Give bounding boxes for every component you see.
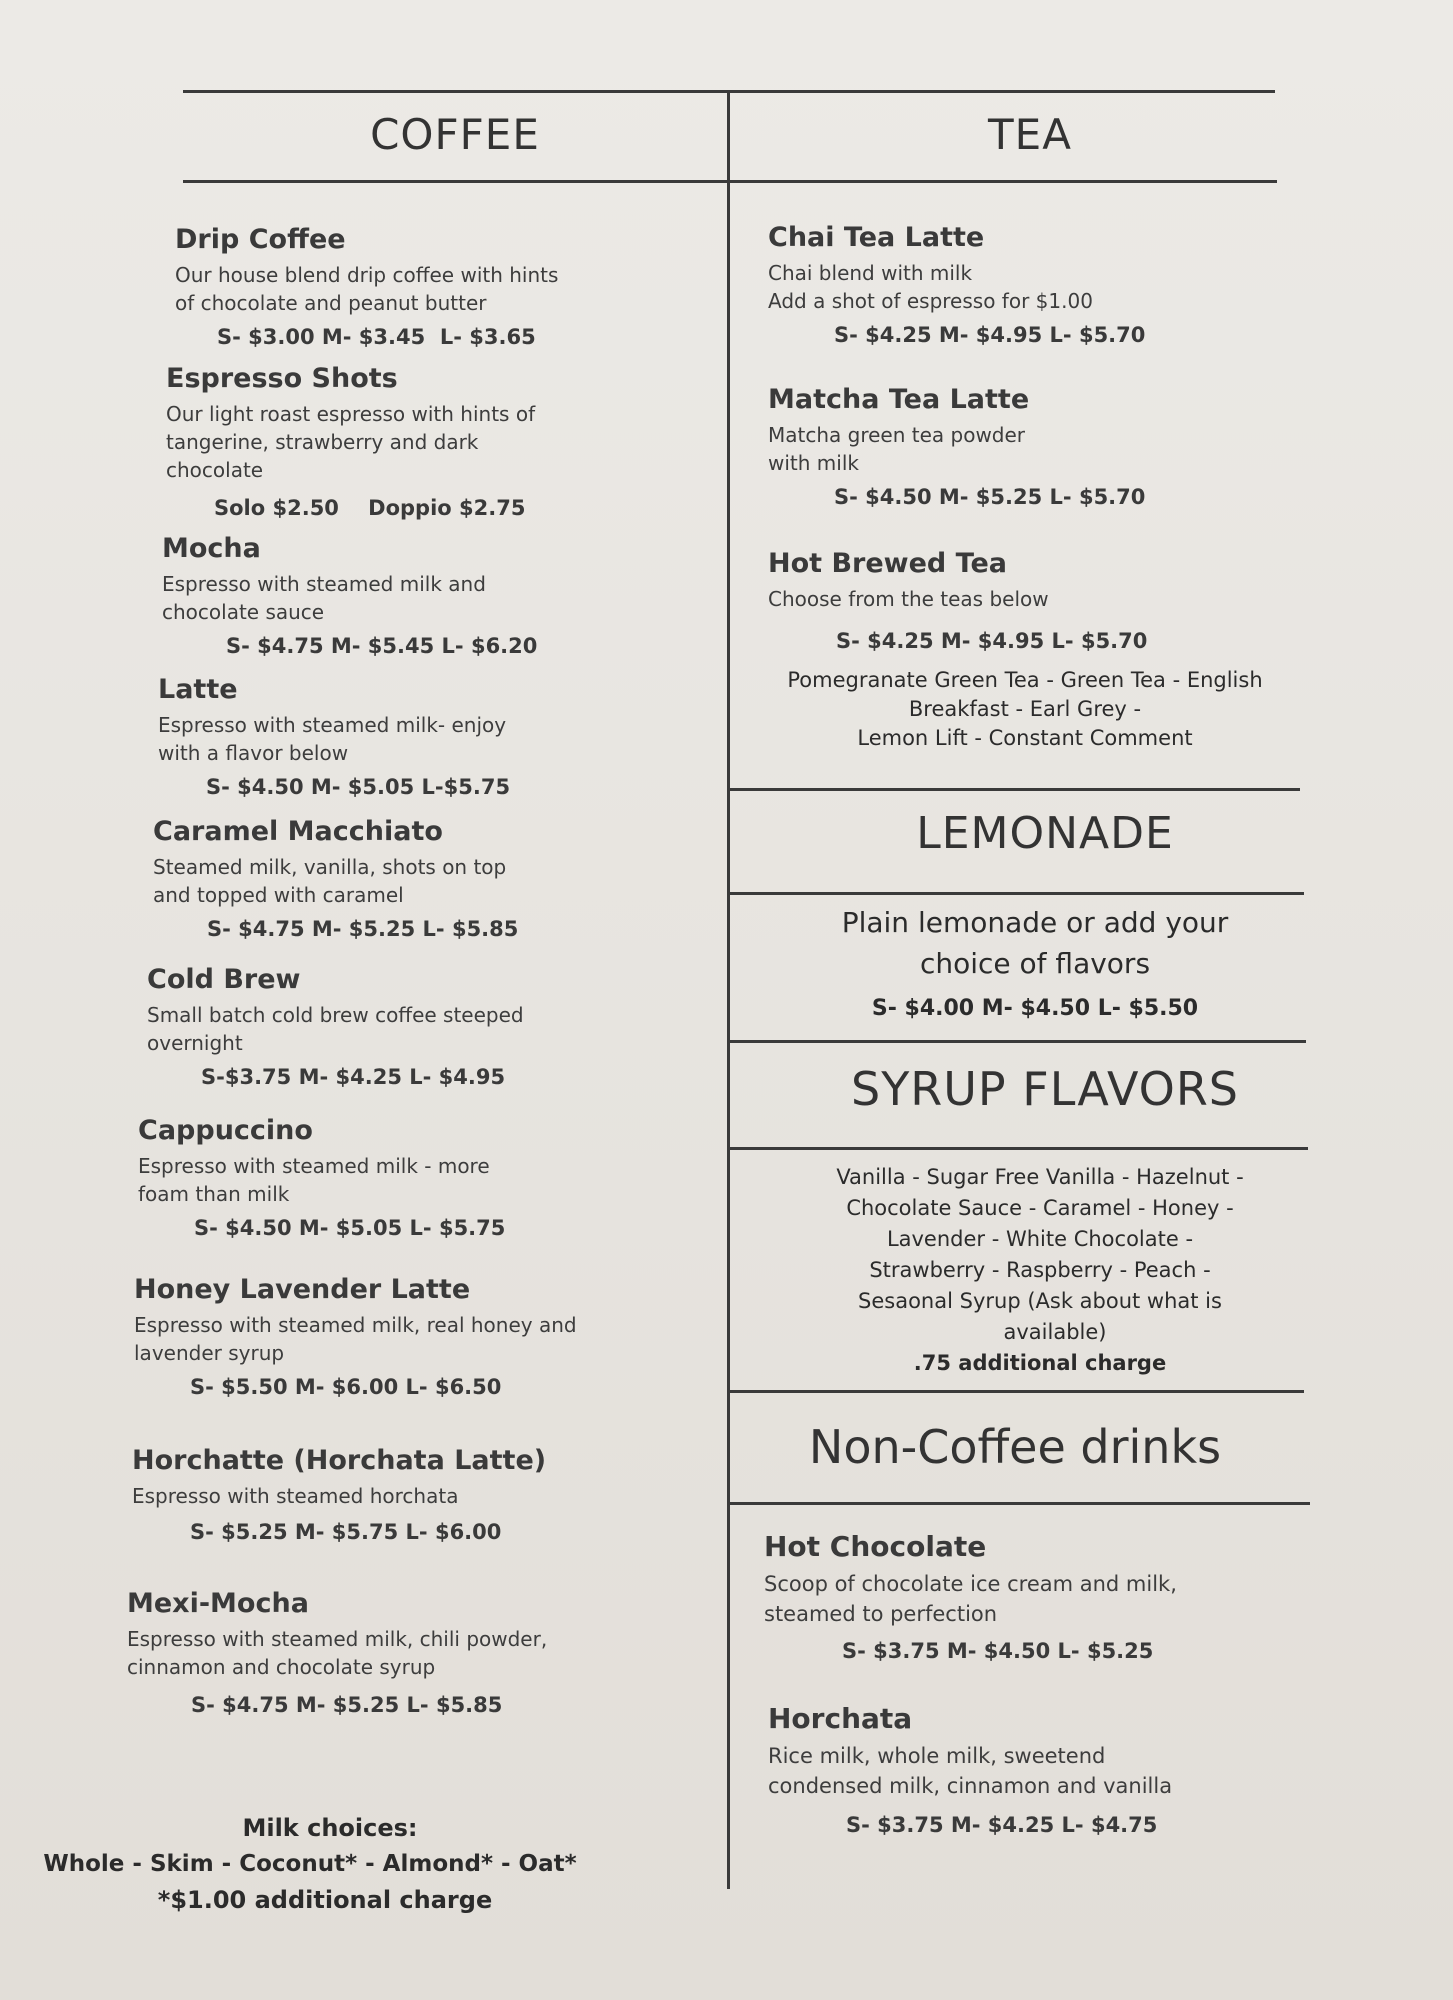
- menu-item-cappuccino: [138, 1115, 608, 1240]
- milk-title: Milk choices:: [242, 1814, 418, 1842]
- menu-item-honey-lavender-latte: [134, 1274, 654, 1399]
- item-price: S- $5.25 M- $5.75 L- $6.00: [190, 1520, 502, 1544]
- menu-item-caramel-macchiato: [153, 816, 613, 941]
- menu-item-hot-brewed-tea: [768, 548, 1238, 653]
- syrup-charge: .75 additional charge: [913, 1351, 1167, 1375]
- item-desc: condensed milk, cinnamon and vanilla: [768, 1774, 1173, 1798]
- menu-item-hot-chocolate: [764, 1530, 1284, 1663]
- item-name: Horchatte (Horchata Latte): [132, 1445, 547, 1476]
- syrup-heading: SYRUP FLAVORS: [851, 1062, 1239, 1116]
- item-name: Matcha Tea Latte: [768, 384, 1030, 415]
- milk-note: *$1.00 additional charge: [157, 1886, 493, 1914]
- rule-above-syrup: [728, 1040, 1306, 1043]
- menu-item-matcha-tea-latte: [768, 384, 1238, 509]
- item-name: Hot Brewed Tea: [768, 548, 1008, 579]
- rule-below-lemonade: [728, 892, 1304, 895]
- header-bottom-rule: [183, 180, 1277, 183]
- lemonade-section: [760, 902, 1310, 1021]
- item-desc: of chocolate and peanut butter: [175, 291, 487, 315]
- item-price: S-$3.75 M- $4.25 L- $4.95: [201, 1065, 506, 1089]
- item-desc: Rice milk, whole milk, sweetend: [768, 1744, 1106, 1768]
- rule-above-lemonade: [728, 788, 1300, 791]
- syrup-section: [770, 1162, 1310, 1379]
- item-name: Mexi-Mocha: [127, 1588, 309, 1619]
- item-desc: Our house blend drip coffee with hints: [175, 263, 559, 287]
- item-name: Chai Tea Latte: [768, 222, 985, 253]
- menu-item-mexi-mocha: [127, 1588, 647, 1717]
- syrup-line: Chocolate Sauce - Caramel - Honey -: [846, 1196, 1234, 1220]
- syrup-line: Sesaonal Syrup (Ask about what is: [858, 1289, 1222, 1313]
- item-price: S- $3.75 M- $4.50 L- $5.25: [842, 1639, 1154, 1663]
- lemonade-price: S- $4.00 M- $4.50 L- $5.50: [871, 996, 1199, 1021]
- tea-list-line: Pomegranate Green Tea - Green Tea - English: [787, 668, 1263, 692]
- menu-item-horchata: [768, 1702, 1288, 1837]
- lemonade-desc: choice of flavors: [919, 947, 1151, 980]
- item-price: Solo $2.50 Doppio $2.75: [214, 496, 526, 520]
- coffee-heading: COFFEE: [370, 110, 540, 159]
- item-desc: lavender syrup: [134, 1341, 285, 1365]
- milk-choices: [30, 1810, 590, 1918]
- item-desc: Matcha green tea powder: [768, 423, 1026, 447]
- syrup-line: Lavender - White Chocolate -: [886, 1227, 1194, 1251]
- item-desc: Choose from the teas below: [768, 587, 1049, 611]
- item-desc: overnight: [147, 1031, 243, 1055]
- item-price: S- $4.50 M- $5.05 L- $5.75: [194, 1216, 506, 1240]
- item-desc: Espresso with steamed milk and: [162, 572, 486, 596]
- item-name: Cappuccino: [138, 1115, 313, 1146]
- rule-below-noncoffee: [728, 1502, 1310, 1505]
- item-name: Hot Chocolate: [764, 1530, 987, 1563]
- item-desc: and topped with caramel: [153, 883, 404, 907]
- item-price: S- $4.75 M- $5.25 L- $5.85: [191, 1693, 503, 1717]
- syrup-line: available): [1003, 1320, 1107, 1344]
- item-name: Honey Lavender Latte: [134, 1274, 471, 1305]
- tea-list-line: Lemon Lift - Constant Comment: [857, 726, 1193, 750]
- item-price: S- $5.50 M- $6.00 L- $6.50: [190, 1375, 502, 1399]
- item-desc: Espresso with steamed milk, chili powder,: [127, 1627, 548, 1651]
- item-desc: Espresso with steamed milk, real honey and: [134, 1313, 577, 1337]
- item-price: S- $3.75 M- $4.25 L- $4.75: [846, 1813, 1158, 1837]
- item-price: S- $4.75 M- $5.45 L- $6.20: [226, 634, 538, 658]
- item-desc: foam than milk: [138, 1182, 290, 1206]
- item-desc: Small batch cold brew coffee steeped: [147, 1003, 524, 1027]
- tea-list-line: Breakfast - Earl Grey -: [908, 697, 1142, 721]
- item-desc: Steamed milk, vanilla, shots on top: [153, 855, 507, 879]
- item-price: S- $3.00 M- $3.45 L- $3.65: [217, 325, 536, 349]
- item-desc: with milk: [768, 451, 859, 475]
- lemonade-desc: Plain lemonade or add your: [841, 906, 1229, 939]
- item-desc: steamed to perfection: [764, 1602, 998, 1626]
- menu-item-mocha: [162, 533, 612, 658]
- item-name: Latte: [158, 674, 238, 705]
- noncoffee-heading: Non-Coffee drinks: [808, 1420, 1222, 1474]
- item-price: S- $4.75 M- $5.25 L- $5.85: [207, 917, 519, 941]
- item-desc: chocolate: [166, 458, 264, 482]
- milk-options: Whole - Skim - Coconut* - Almond* - Oat*: [43, 1851, 577, 1877]
- item-desc: Add a shot of espresso for $1.00: [768, 289, 1093, 313]
- menu-item-horchatte: [132, 1445, 652, 1544]
- tea-list: [740, 666, 1310, 753]
- item-name: Drip Coffee: [175, 224, 346, 255]
- item-desc: tangerine, strawberry and dark: [166, 430, 479, 454]
- item-name: Horchata: [768, 1702, 913, 1735]
- tea-heading: TEA: [988, 110, 1072, 159]
- item-desc: Espresso with steamed horchata: [132, 1484, 459, 1508]
- item-desc: Espresso with steamed milk - more: [138, 1154, 490, 1178]
- item-desc: Our light roast espresso with hints of: [166, 402, 536, 426]
- item-name: Mocha: [162, 533, 261, 564]
- item-desc: chocolate sauce: [162, 600, 325, 624]
- syrup-line: Vanilla - Sugar Free Vanilla - Hazelnut -: [836, 1165, 1244, 1189]
- item-desc: Chai blend with milk: [768, 261, 973, 285]
- item-name: Espresso Shots: [166, 363, 398, 394]
- item-price: S- $4.25 M- $4.95 L- $5.70: [836, 629, 1148, 653]
- column-divider: [727, 92, 730, 1889]
- menu-item-chai-tea-latte: [768, 222, 1238, 347]
- menu-item-cold-brew: [147, 964, 617, 1089]
- item-desc: cinnamon and chocolate syrup: [127, 1655, 436, 1679]
- item-name: Caramel Macchiato: [153, 816, 443, 847]
- item-desc: Scoop of chocolate ice cream and milk,: [764, 1572, 1177, 1596]
- item-desc: with a flavor below: [158, 741, 349, 765]
- item-price: S- $4.50 M- $5.25 L- $5.70: [834, 485, 1146, 509]
- syrup-line: Strawberry - Raspberry - Peach -: [869, 1258, 1211, 1282]
- menu-item-espresso-shots: [166, 363, 616, 520]
- menu-item-drip-coffee: [175, 224, 625, 349]
- lemonade-heading: LEMONADE: [916, 808, 1174, 859]
- rule-above-noncoffee: [728, 1390, 1304, 1393]
- item-price: S- $4.50 M- $5.05 L-$5.75: [206, 775, 511, 799]
- menu-item-latte: [158, 674, 608, 799]
- item-price: S- $4.25 M- $4.95 L- $5.70: [834, 323, 1146, 347]
- rule-below-syrup: [728, 1147, 1308, 1150]
- item-name: Cold Brew: [147, 964, 301, 995]
- item-desc: Espresso with steamed milk- enjoy: [158, 713, 507, 737]
